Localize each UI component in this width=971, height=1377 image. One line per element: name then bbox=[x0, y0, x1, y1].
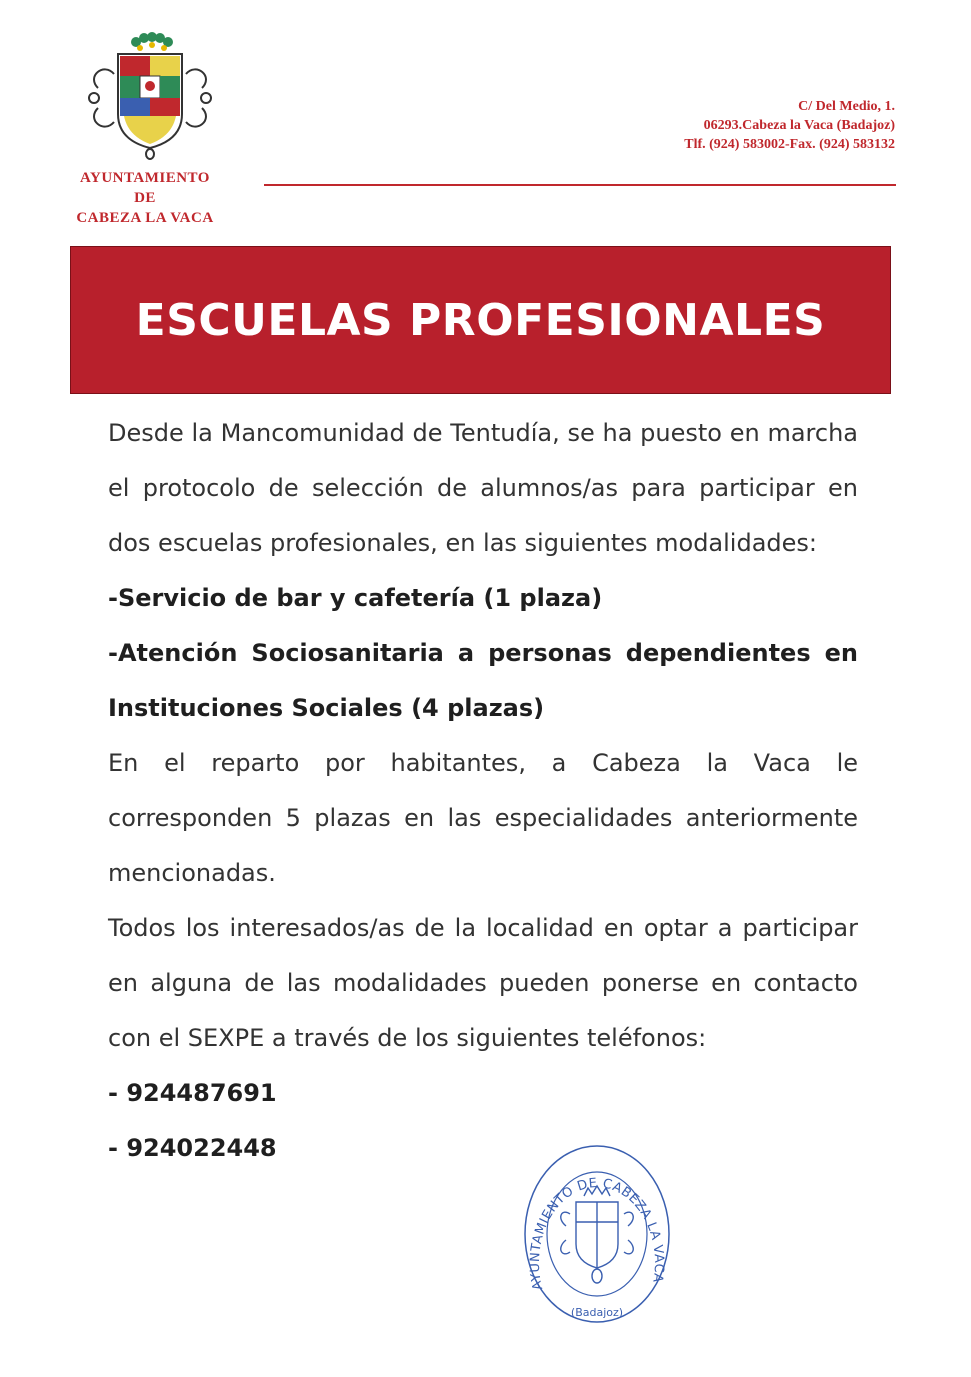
stamp-bottom-text: (Badajoz) bbox=[570, 1306, 624, 1319]
organization-name bbox=[60, 168, 230, 228]
title-banner bbox=[70, 246, 891, 394]
allocation-paragraph: En el reparto por habitantes, a Cabeza la Vaca le corresponden 5 plazas en las especialidades anteriormente mencionadas. bbox=[108, 749, 858, 887]
org-line-1: AYUNTAMIENTO bbox=[80, 170, 210, 186]
org-line-2: DE bbox=[134, 190, 156, 206]
phone-number-2: - 924022448 bbox=[108, 1134, 277, 1162]
address-line-2: 06293.Cabeza la Vaca (Badajoz) bbox=[703, 118, 895, 133]
address-line-3: Tlf. (924) 583002-Fax. (924) 583132 bbox=[684, 137, 895, 152]
header-divider bbox=[264, 184, 896, 186]
address-line-1: C/ Del Medio, 1. bbox=[798, 99, 895, 114]
contact-paragraph: Todos los interesados/as de la localidad en optar a participar en alguna de las modalidades pueden ponerse en contacto con el SEXPE a través de los siguientes teléfonos: bbox=[108, 914, 858, 1052]
document-body bbox=[108, 406, 858, 1176]
coat-of-arms-icon bbox=[84, 28, 216, 160]
official-stamp-icon bbox=[522, 1144, 672, 1328]
phone-number-1: - 924487691 bbox=[108, 1079, 277, 1107]
address-block bbox=[684, 97, 895, 154]
page-title: ESCUELAS PROFESIONALES bbox=[135, 294, 826, 346]
org-line-3: CABEZA LA VACA bbox=[76, 210, 214, 226]
intro-paragraph: Desde la Mancomunidad de Tentudía, se ha puesto en marcha el protocolo de selección de alumnos/as para participar en dos escuelas profesionales, en las siguientes modalidades: bbox=[108, 419, 858, 557]
modality-item-1: -Servicio de bar y cafetería (1 plaza) bbox=[108, 584, 603, 612]
stamp-ring-text: AYUNTAMIENTO DE CABEZA LA VACA bbox=[527, 1175, 667, 1292]
modality-item-2: -Atención Sociosanitaria a personas dependientes en Instituciones Sociales (4 plazas) bbox=[108, 639, 858, 722]
